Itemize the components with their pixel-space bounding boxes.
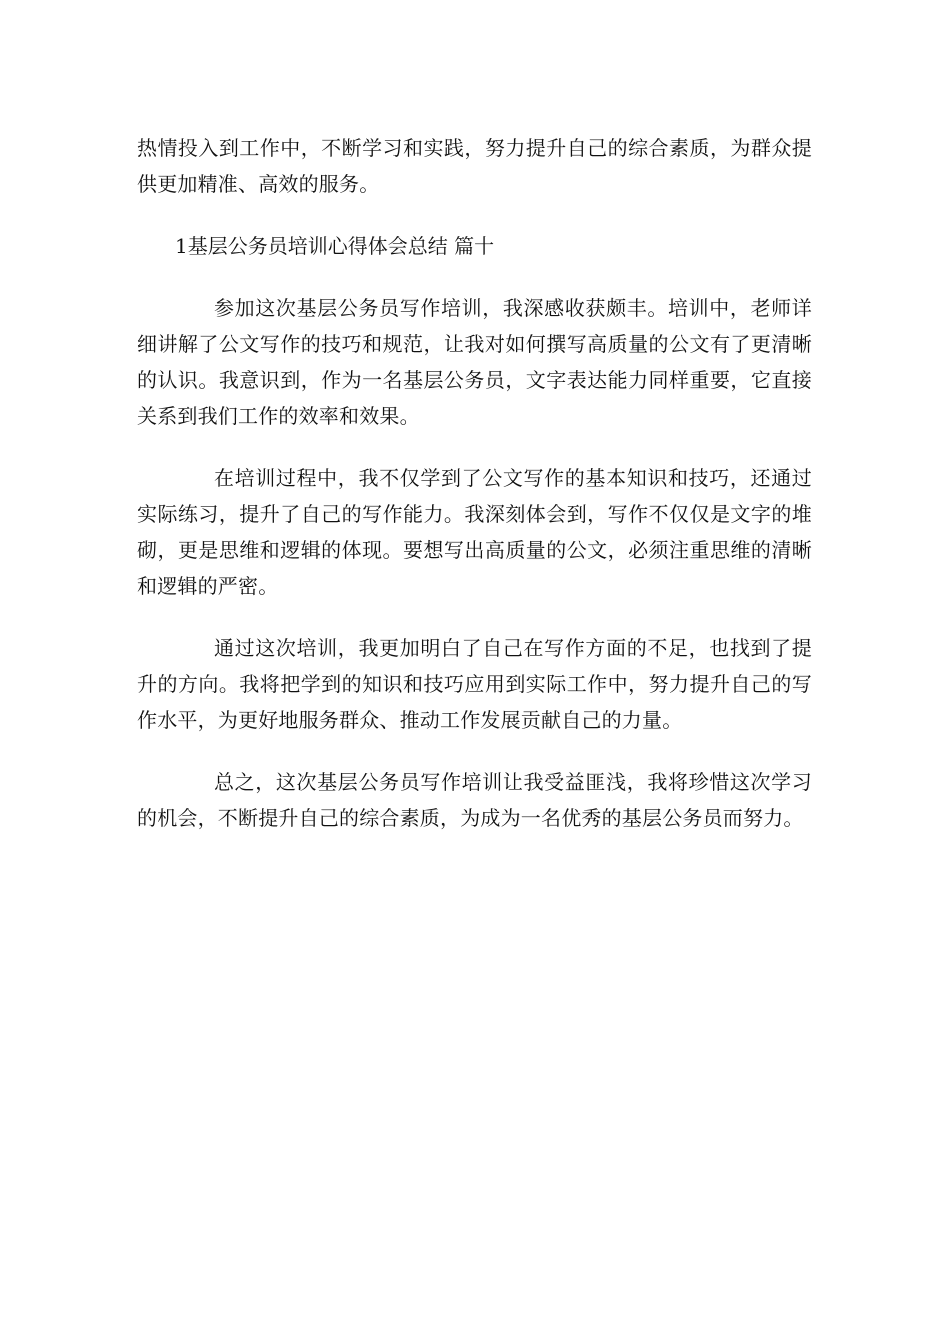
section-heading: 1基层公务员培训心得体会总结 篇十 — [175, 234, 495, 258]
paragraph-3: 通过这次培训，我更加明白了自己在写作方面的不足，也找到了提升的方向。我将把学到的知识和技巧应用到实际工作中，努力提升自己的写作水平，为更好地服务群众、推动工作发展贡献自己的力量。 — [137, 636, 812, 732]
spacer — [137, 434, 812, 460]
continuation-paragraph: 热情投入到工作中，不断学习和实践，努力提升自己的综合素质，为群众提供更加精准、高效的服务。 — [137, 136, 812, 196]
paragraph-4: 总之，这次基层公务员写作培训让我受益匪浅，我将珍惜这次学习的机会，不断提升自己的综合素质，为成为一名优秀的基层公务员而努力。 — [137, 770, 812, 830]
spacer — [137, 202, 812, 228]
spacer — [137, 604, 812, 630]
paragraph-1: 参加这次基层公务员写作培训，我深感收获颇丰。培训中，老师详细讲解了公文写作的技巧和规范，让我对如何撰写高质量的公文有了更清晰的认识。我意识到，作为一名基层公务员，文字表达能力同样重要，它直接关系到我们工作的效率和效果。 — [137, 296, 812, 428]
spacer — [137, 738, 812, 764]
spacer — [137, 264, 812, 290]
document-body — [137, 130, 812, 836]
paragraph-2: 在培训过程中，我不仅学到了公文写作的基本知识和技巧，还通过实际练习，提升了自己的写作能力。我深刻体会到，写作不仅仅是文字的堆砌，更是思维和逻辑的体现。要想写出高质量的公文，必须注重思维的清晰和逻辑的严密。 — [137, 466, 812, 598]
